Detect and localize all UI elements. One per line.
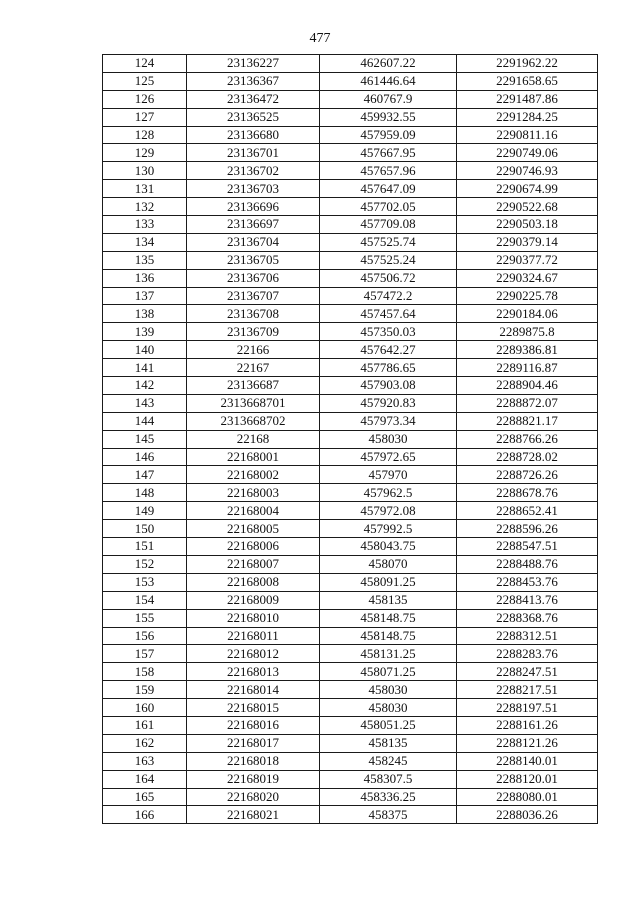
table-row xyxy=(103,538,598,556)
point-number-cell: 152 xyxy=(103,555,187,573)
table-row xyxy=(103,645,598,663)
point-code-cell: 23136709 xyxy=(187,323,320,341)
point-number-cell: 135 xyxy=(103,251,187,269)
x-coordinate-cell: 457970 xyxy=(320,466,457,484)
point-number-cell: 161 xyxy=(103,716,187,734)
x-coordinate-cell: 457959.09 xyxy=(320,126,457,144)
point-number-cell: 149 xyxy=(103,502,187,520)
table-row xyxy=(103,377,598,395)
y-coordinate-cell: 2289116.87 xyxy=(457,359,598,377)
x-coordinate-cell: 458043.75 xyxy=(320,538,457,556)
point-number-cell: 148 xyxy=(103,484,187,502)
y-coordinate-cell: 2290522.68 xyxy=(457,198,598,216)
y-coordinate-cell: 2290184.06 xyxy=(457,305,598,323)
x-coordinate-cell: 457647.09 xyxy=(320,180,457,198)
x-coordinate-cell: 457667.95 xyxy=(320,144,457,162)
y-coordinate-cell: 2288726.26 xyxy=(457,466,598,484)
y-coordinate-cell: 2291962.22 xyxy=(457,55,598,73)
point-code-cell: 22168006 xyxy=(187,538,320,556)
table-row xyxy=(103,108,598,126)
y-coordinate-cell: 2288821.17 xyxy=(457,412,598,430)
table-row xyxy=(103,770,598,788)
point-number-cell: 146 xyxy=(103,448,187,466)
x-coordinate-cell: 457709.08 xyxy=(320,216,457,234)
table-row xyxy=(103,72,598,90)
y-coordinate-cell: 2291284.25 xyxy=(457,108,598,126)
y-coordinate-cell: 2289386.81 xyxy=(457,341,598,359)
point-number-cell: 139 xyxy=(103,323,187,341)
point-number-cell: 136 xyxy=(103,269,187,287)
y-coordinate-cell: 2288652.41 xyxy=(457,502,598,520)
x-coordinate-cell: 462607.22 xyxy=(320,55,457,73)
table-row xyxy=(103,233,598,251)
x-coordinate-cell: 457472.2 xyxy=(320,287,457,305)
table-row xyxy=(103,573,598,591)
table-row xyxy=(103,359,598,377)
table-row xyxy=(103,216,598,234)
point-code-cell: 22166 xyxy=(187,341,320,359)
table-row xyxy=(103,251,598,269)
x-coordinate-cell: 457642.27 xyxy=(320,341,457,359)
x-coordinate-cell: 457525.74 xyxy=(320,233,457,251)
table-row xyxy=(103,788,598,806)
point-code-cell: 22168019 xyxy=(187,770,320,788)
table-row xyxy=(103,752,598,770)
table-row xyxy=(103,287,598,305)
point-number-cell: 150 xyxy=(103,520,187,538)
point-code-cell: 23136472 xyxy=(187,90,320,108)
point-number-cell: 162 xyxy=(103,734,187,752)
y-coordinate-cell: 2290503.18 xyxy=(457,216,598,234)
point-number-cell: 125 xyxy=(103,72,187,90)
table-row xyxy=(103,341,598,359)
y-coordinate-cell: 2288161.26 xyxy=(457,716,598,734)
x-coordinate-cell: 457992.5 xyxy=(320,520,457,538)
point-code-cell: 23136705 xyxy=(187,251,320,269)
table-row xyxy=(103,466,598,484)
y-coordinate-cell: 2288368.76 xyxy=(457,609,598,627)
table-row xyxy=(103,502,598,520)
table-row xyxy=(103,180,598,198)
table-row xyxy=(103,126,598,144)
y-coordinate-cell: 2288140.01 xyxy=(457,752,598,770)
point-number-cell: 143 xyxy=(103,394,187,412)
point-number-cell: 144 xyxy=(103,412,187,430)
y-coordinate-cell: 2288120.01 xyxy=(457,770,598,788)
point-code-cell: 22168015 xyxy=(187,699,320,717)
y-coordinate-cell: 2288217.51 xyxy=(457,681,598,699)
table-row xyxy=(103,448,598,466)
coordinates-table xyxy=(102,54,598,824)
point-code-cell: 23136708 xyxy=(187,305,320,323)
x-coordinate-cell: 457786.65 xyxy=(320,359,457,377)
point-code-cell: 22168004 xyxy=(187,502,320,520)
table-row xyxy=(103,198,598,216)
y-coordinate-cell: 2291658.65 xyxy=(457,72,598,90)
point-code-cell: 2313668701 xyxy=(187,394,320,412)
y-coordinate-cell: 2288872.07 xyxy=(457,394,598,412)
point-number-cell: 160 xyxy=(103,699,187,717)
table-row xyxy=(103,90,598,108)
table-row xyxy=(103,430,598,448)
point-code-cell: 22168012 xyxy=(187,645,320,663)
point-code-cell: 22168010 xyxy=(187,609,320,627)
x-coordinate-cell: 457962.5 xyxy=(320,484,457,502)
point-code-cell: 22168005 xyxy=(187,520,320,538)
table-body xyxy=(103,55,598,824)
point-number-cell: 157 xyxy=(103,645,187,663)
point-number-cell: 155 xyxy=(103,609,187,627)
point-code-cell: 23136696 xyxy=(187,198,320,216)
y-coordinate-cell: 2290746.93 xyxy=(457,162,598,180)
y-coordinate-cell: 2290324.67 xyxy=(457,269,598,287)
point-code-cell: 2313668702 xyxy=(187,412,320,430)
x-coordinate-cell: 457920.83 xyxy=(320,394,457,412)
y-coordinate-cell: 2288080.01 xyxy=(457,788,598,806)
point-code-cell: 22168 xyxy=(187,430,320,448)
x-coordinate-cell: 457903.08 xyxy=(320,377,457,395)
x-coordinate-cell: 458135 xyxy=(320,591,457,609)
x-coordinate-cell: 458030 xyxy=(320,681,457,699)
y-coordinate-cell: 2288413.76 xyxy=(457,591,598,609)
y-coordinate-cell: 2288036.26 xyxy=(457,806,598,824)
point-code-cell: 23136525 xyxy=(187,108,320,126)
point-number-cell: 159 xyxy=(103,681,187,699)
point-number-cell: 153 xyxy=(103,573,187,591)
x-coordinate-cell: 458336.25 xyxy=(320,788,457,806)
y-coordinate-cell: 2290811.16 xyxy=(457,126,598,144)
x-coordinate-cell: 458375 xyxy=(320,806,457,824)
point-code-cell: 22168009 xyxy=(187,591,320,609)
point-code-cell: 22168007 xyxy=(187,555,320,573)
point-number-cell: 166 xyxy=(103,806,187,824)
point-number-cell: 126 xyxy=(103,90,187,108)
point-code-cell: 23136707 xyxy=(187,287,320,305)
table-row xyxy=(103,681,598,699)
point-number-cell: 142 xyxy=(103,377,187,395)
point-number-cell: 145 xyxy=(103,430,187,448)
table-row xyxy=(103,520,598,538)
x-coordinate-cell: 458051.25 xyxy=(320,716,457,734)
table-row xyxy=(103,806,598,824)
point-number-cell: 128 xyxy=(103,126,187,144)
x-coordinate-cell: 457657.96 xyxy=(320,162,457,180)
page-number: 477 xyxy=(309,31,331,46)
y-coordinate-cell: 2290674.99 xyxy=(457,180,598,198)
point-code-cell: 23136680 xyxy=(187,126,320,144)
x-coordinate-cell: 460767.9 xyxy=(320,90,457,108)
point-code-cell: 22168020 xyxy=(187,788,320,806)
y-coordinate-cell: 2288678.76 xyxy=(457,484,598,502)
table-row xyxy=(103,55,598,73)
point-code-cell: 23136706 xyxy=(187,269,320,287)
coordinates-table-container xyxy=(102,54,598,824)
x-coordinate-cell: 461446.64 xyxy=(320,72,457,90)
y-coordinate-cell: 2291487.86 xyxy=(457,90,598,108)
point-code-cell: 22168003 xyxy=(187,484,320,502)
point-code-cell: 22168021 xyxy=(187,806,320,824)
point-number-cell: 163 xyxy=(103,752,187,770)
point-number-cell: 165 xyxy=(103,788,187,806)
point-number-cell: 129 xyxy=(103,144,187,162)
x-coordinate-cell: 457350.03 xyxy=(320,323,457,341)
point-code-cell: 22168014 xyxy=(187,681,320,699)
x-coordinate-cell: 457506.72 xyxy=(320,269,457,287)
x-coordinate-cell: 457702.05 xyxy=(320,198,457,216)
x-coordinate-cell: 458135 xyxy=(320,734,457,752)
point-number-cell: 147 xyxy=(103,466,187,484)
x-coordinate-cell: 458245 xyxy=(320,752,457,770)
y-coordinate-cell: 2288904.46 xyxy=(457,377,598,395)
y-coordinate-cell: 2288283.76 xyxy=(457,645,598,663)
point-number-cell: 138 xyxy=(103,305,187,323)
point-code-cell: 22168017 xyxy=(187,734,320,752)
y-coordinate-cell: 2288728.02 xyxy=(457,448,598,466)
x-coordinate-cell: 458148.75 xyxy=(320,609,457,627)
x-coordinate-cell: 458071.25 xyxy=(320,663,457,681)
y-coordinate-cell: 2288488.76 xyxy=(457,555,598,573)
x-coordinate-cell: 458070 xyxy=(320,555,457,573)
y-coordinate-cell: 2290749.06 xyxy=(457,144,598,162)
point-code-cell: 22168013 xyxy=(187,663,320,681)
point-number-cell: 154 xyxy=(103,591,187,609)
table-row xyxy=(103,269,598,287)
x-coordinate-cell: 458148.75 xyxy=(320,627,457,645)
point-code-cell: 23136703 xyxy=(187,180,320,198)
y-coordinate-cell: 2288453.76 xyxy=(457,573,598,591)
table-row xyxy=(103,716,598,734)
point-number-cell: 151 xyxy=(103,538,187,556)
x-coordinate-cell: 458131.25 xyxy=(320,645,457,663)
table-row xyxy=(103,162,598,180)
point-code-cell: 23136367 xyxy=(187,72,320,90)
point-number-cell: 132 xyxy=(103,198,187,216)
point-number-cell: 131 xyxy=(103,180,187,198)
table-row xyxy=(103,663,598,681)
x-coordinate-cell: 458091.25 xyxy=(320,573,457,591)
point-number-cell: 156 xyxy=(103,627,187,645)
table-row xyxy=(103,555,598,573)
point-number-cell: 158 xyxy=(103,663,187,681)
point-number-cell: 137 xyxy=(103,287,187,305)
point-code-cell: 22168001 xyxy=(187,448,320,466)
point-number-cell: 124 xyxy=(103,55,187,73)
table-row xyxy=(103,627,598,645)
x-coordinate-cell: 458307.5 xyxy=(320,770,457,788)
table-row xyxy=(103,144,598,162)
x-coordinate-cell: 457972.08 xyxy=(320,502,457,520)
table-row xyxy=(103,699,598,717)
y-coordinate-cell: 2290377.72 xyxy=(457,251,598,269)
x-coordinate-cell: 457972.65 xyxy=(320,448,457,466)
point-code-cell: 23136687 xyxy=(187,377,320,395)
table-row xyxy=(103,484,598,502)
point-code-cell: 22168002 xyxy=(187,466,320,484)
x-coordinate-cell: 457457.64 xyxy=(320,305,457,323)
y-coordinate-cell: 2288121.26 xyxy=(457,734,598,752)
y-coordinate-cell: 2288197.51 xyxy=(457,699,598,717)
table-row xyxy=(103,305,598,323)
point-code-cell: 23136697 xyxy=(187,216,320,234)
y-coordinate-cell: 2288766.26 xyxy=(457,430,598,448)
point-number-cell: 127 xyxy=(103,108,187,126)
y-coordinate-cell: 2288312.51 xyxy=(457,627,598,645)
x-coordinate-cell: 458030 xyxy=(320,699,457,717)
x-coordinate-cell: 457525.24 xyxy=(320,251,457,269)
table-row xyxy=(103,323,598,341)
y-coordinate-cell: 2288247.51 xyxy=(457,663,598,681)
y-coordinate-cell: 2290225.78 xyxy=(457,287,598,305)
point-code-cell: 23136227 xyxy=(187,55,320,73)
y-coordinate-cell: 2288547.51 xyxy=(457,538,598,556)
point-number-cell: 130 xyxy=(103,162,187,180)
x-coordinate-cell: 459932.55 xyxy=(320,108,457,126)
table-row xyxy=(103,412,598,430)
table-row xyxy=(103,609,598,627)
point-code-cell: 22168018 xyxy=(187,752,320,770)
point-code-cell: 22168016 xyxy=(187,716,320,734)
point-code-cell: 22168011 xyxy=(187,627,320,645)
point-number-cell: 164 xyxy=(103,770,187,788)
point-code-cell: 23136704 xyxy=(187,233,320,251)
x-coordinate-cell: 458030 xyxy=(320,430,457,448)
table-row xyxy=(103,734,598,752)
point-number-cell: 140 xyxy=(103,341,187,359)
point-number-cell: 133 xyxy=(103,216,187,234)
y-coordinate-cell: 2289875.8 xyxy=(457,323,598,341)
y-coordinate-cell: 2290379.14 xyxy=(457,233,598,251)
point-code-cell: 22168008 xyxy=(187,573,320,591)
point-code-cell: 23136701 xyxy=(187,144,320,162)
table-row xyxy=(103,591,598,609)
point-code-cell: 23136702 xyxy=(187,162,320,180)
y-coordinate-cell: 2288596.26 xyxy=(457,520,598,538)
point-number-cell: 141 xyxy=(103,359,187,377)
point-number-cell: 134 xyxy=(103,233,187,251)
x-coordinate-cell: 457973.34 xyxy=(320,412,457,430)
point-code-cell: 22167 xyxy=(187,359,320,377)
table-row xyxy=(103,394,598,412)
